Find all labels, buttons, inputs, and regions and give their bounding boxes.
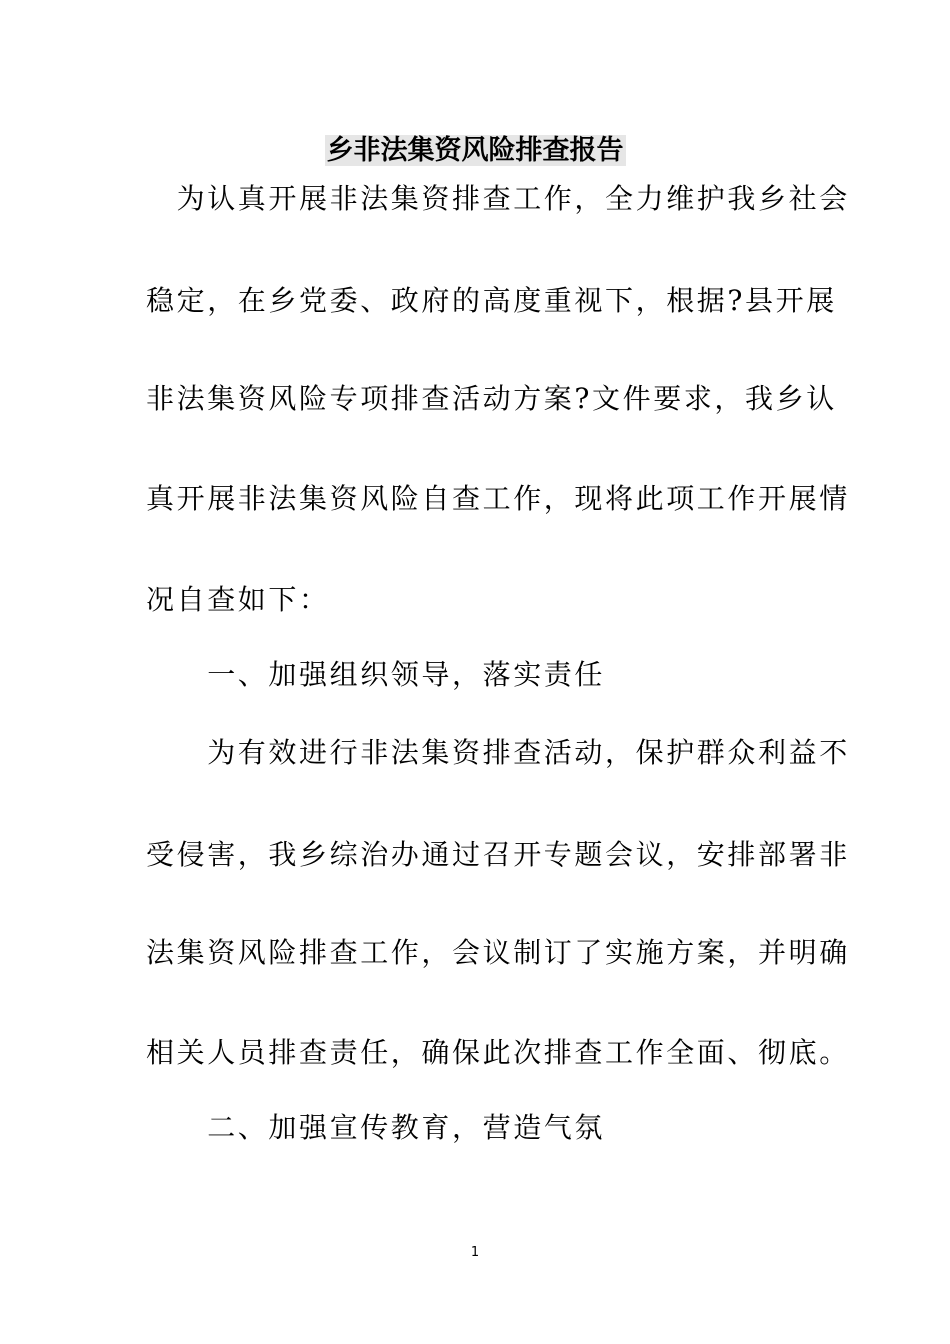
- paragraph-line: 非法集资风险专项排查活动方案?文件要求，我乡认: [146, 382, 837, 415]
- paragraph-line: 受侵害，我乡综治办通过召开专题会议，安排部署非: [146, 838, 850, 871]
- document-title-text: 乡非法集资风险排查报告: [326, 135, 624, 166]
- paragraph-line: 法集资风险排查工作，会议制订了实施方案，并明确: [146, 936, 850, 969]
- paragraph-line: 况自查如下：: [146, 583, 330, 616]
- section-heading: 二、加强宣传教育，营造气氛: [146, 1111, 606, 1144]
- paragraph-line: 为有效进行非法集资排查活动，保护群众利益不: [146, 736, 850, 769]
- document-title: [0, 131, 950, 171]
- paragraph-line: 相关人员排查责任，确保此次排查工作全面、彻底。: [146, 1036, 850, 1069]
- paragraph-line: 真开展非法集资风险自查工作，现将此项工作开展情: [146, 482, 850, 515]
- paragraph-line: 为认真开展非法集资排查工作，全力维护我乡社会: [146, 182, 850, 215]
- section-heading: 一、加强组织领导，落实责任: [146, 658, 606, 691]
- page-number: 1: [470, 1245, 480, 1260]
- paragraph-line: 稳定，在乡党委、政府的高度重视下，根据?县开展: [146, 284, 837, 317]
